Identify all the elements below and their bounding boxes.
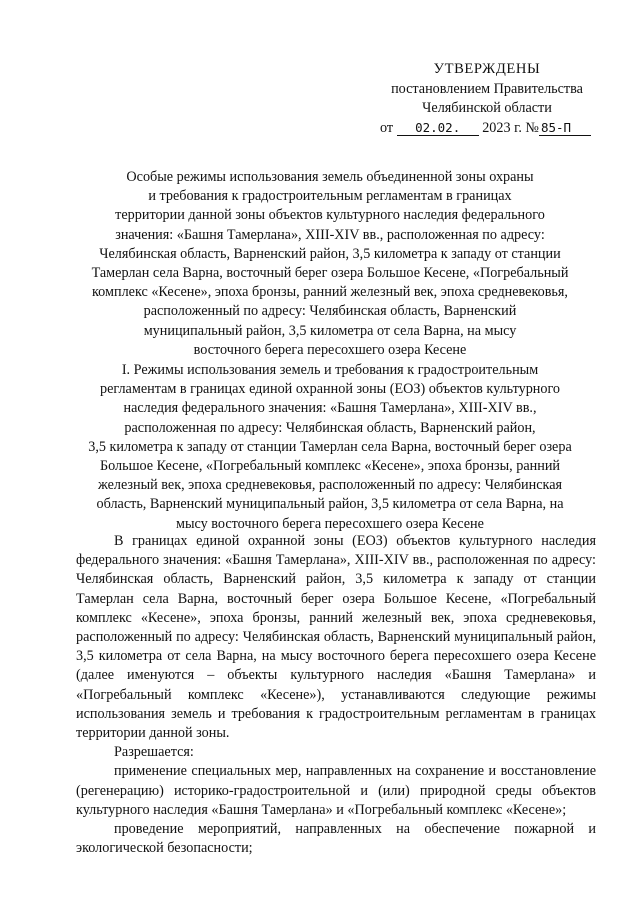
title-line: значения: «Башня Тамерлана», XIII-XIV вв., расположенная по адресу:	[115, 226, 545, 243]
section-line: расположенная по адресу: Челябинская область, Варненский район,	[124, 419, 536, 436]
title-line: Тамерлан села Варна, восточный берег озера Большое Кесене, «Погребальный	[91, 265, 569, 282]
title-line: муниципальный район, 3,5 километра от села Варна, на мысу	[143, 322, 517, 339]
approval-line-2: Челябинской области	[422, 100, 552, 116]
section-line: Большое Кесене, «Погребальный комплекс «Кесене», эпоха бронзы, ранний	[99, 458, 561, 475]
section-heading	[60, 361, 600, 534]
section-line: 3,5 километра к западу от станции Тамерлан села Варна, восточный берег озера	[88, 438, 572, 455]
approval-date-line	[372, 119, 602, 139]
body-paragraph: В границах единой охранной зоны (ЕОЗ) объектов культурного наследия федерального значения: «Башня Тамерлана», XIII-XIV вв., расположенная по адресу: Челябинская область, Варненский район, 3,5 километра к западу от станции Тамерлан села Варна, восточный берег озера Большое Кесене, «Погребальный комплекс «Кесене», эпоха бронзы, ранний железный век, эпоха средневековья, расположенный по адресу: Челябинская область, Варненский муниципальный район, 3,5 километра от села Варна, на мысу восточного берега пересохшего озера Кесене (далее именуются – объекты культурного наследия «Башня Тамерлана» и «Погребальный комплекс «Кесене»), устанавливаются следующие режимы использования земель и требования к градостроительным регламентам в границах территории данной зоны.	[76, 533, 596, 742]
approval-line-1: постановлением Правительства	[391, 80, 583, 97]
document-title	[60, 168, 600, 360]
approval-stamp	[372, 60, 602, 138]
title-line: восточного берега пересохшего озера Кесене	[193, 341, 467, 358]
title-line: расположенный по адресу: Челябинская область, Варненский	[143, 303, 517, 320]
section-line: регламентам в границах единой охранной зоны (ЕОЗ) объектов культурного	[99, 381, 561, 398]
approval-title: УТВЕРЖДЕНЫ	[433, 61, 541, 77]
allowed-label: Разрешается:	[114, 744, 194, 761]
allowed-item: применение специальных мер, направленных на сохранение и восстановление (регенерацию) историко-градостроительной и (или) природной среды объектов культурного наследия «Башня Тамерлана» и «Погребальный комплекс «Кесене»;	[76, 763, 596, 818]
section-line: область, Варненский муниципальный район, 3,5 километра от села Варна, на	[96, 496, 564, 513]
body-text	[76, 532, 596, 858]
title-line: Челябинская область, Варненский район, 3,5 километра к западу от станции	[99, 245, 561, 262]
section-line: I. Режимы использования земель и требования к градостроительным	[121, 362, 539, 378]
title-line: Особые режимы использования земель объединенной зоны охраны	[126, 169, 534, 185]
year-text: 2023 г. №	[482, 119, 539, 136]
date-field: 02.02.	[397, 121, 479, 136]
section-line: мысу восточного берега пересохшего озера Кесене	[176, 515, 484, 532]
title-line: и требования к градостроительным регламентам в границах	[148, 188, 512, 205]
number-field: 85-П	[539, 121, 591, 136]
section-line: наследия федерального значения: «Башня Тамерлана», XIII-XIV вв.,	[123, 400, 537, 417]
title-line: комплекс «Кесене», эпоха бронзы, ранний железный век, эпоха средневековья,	[92, 284, 568, 301]
date-prefix: от	[380, 119, 394, 136]
section-line: железный век, эпоха средневековья, расположенный по адресу: Челябинская	[97, 477, 563, 494]
title-line: территории данной зоны объектов культурного наследия федерального	[115, 207, 545, 224]
allowed-item: проведение мероприятий, направленных на обеспечение пожарной и экологической безопасности;	[76, 821, 596, 857]
